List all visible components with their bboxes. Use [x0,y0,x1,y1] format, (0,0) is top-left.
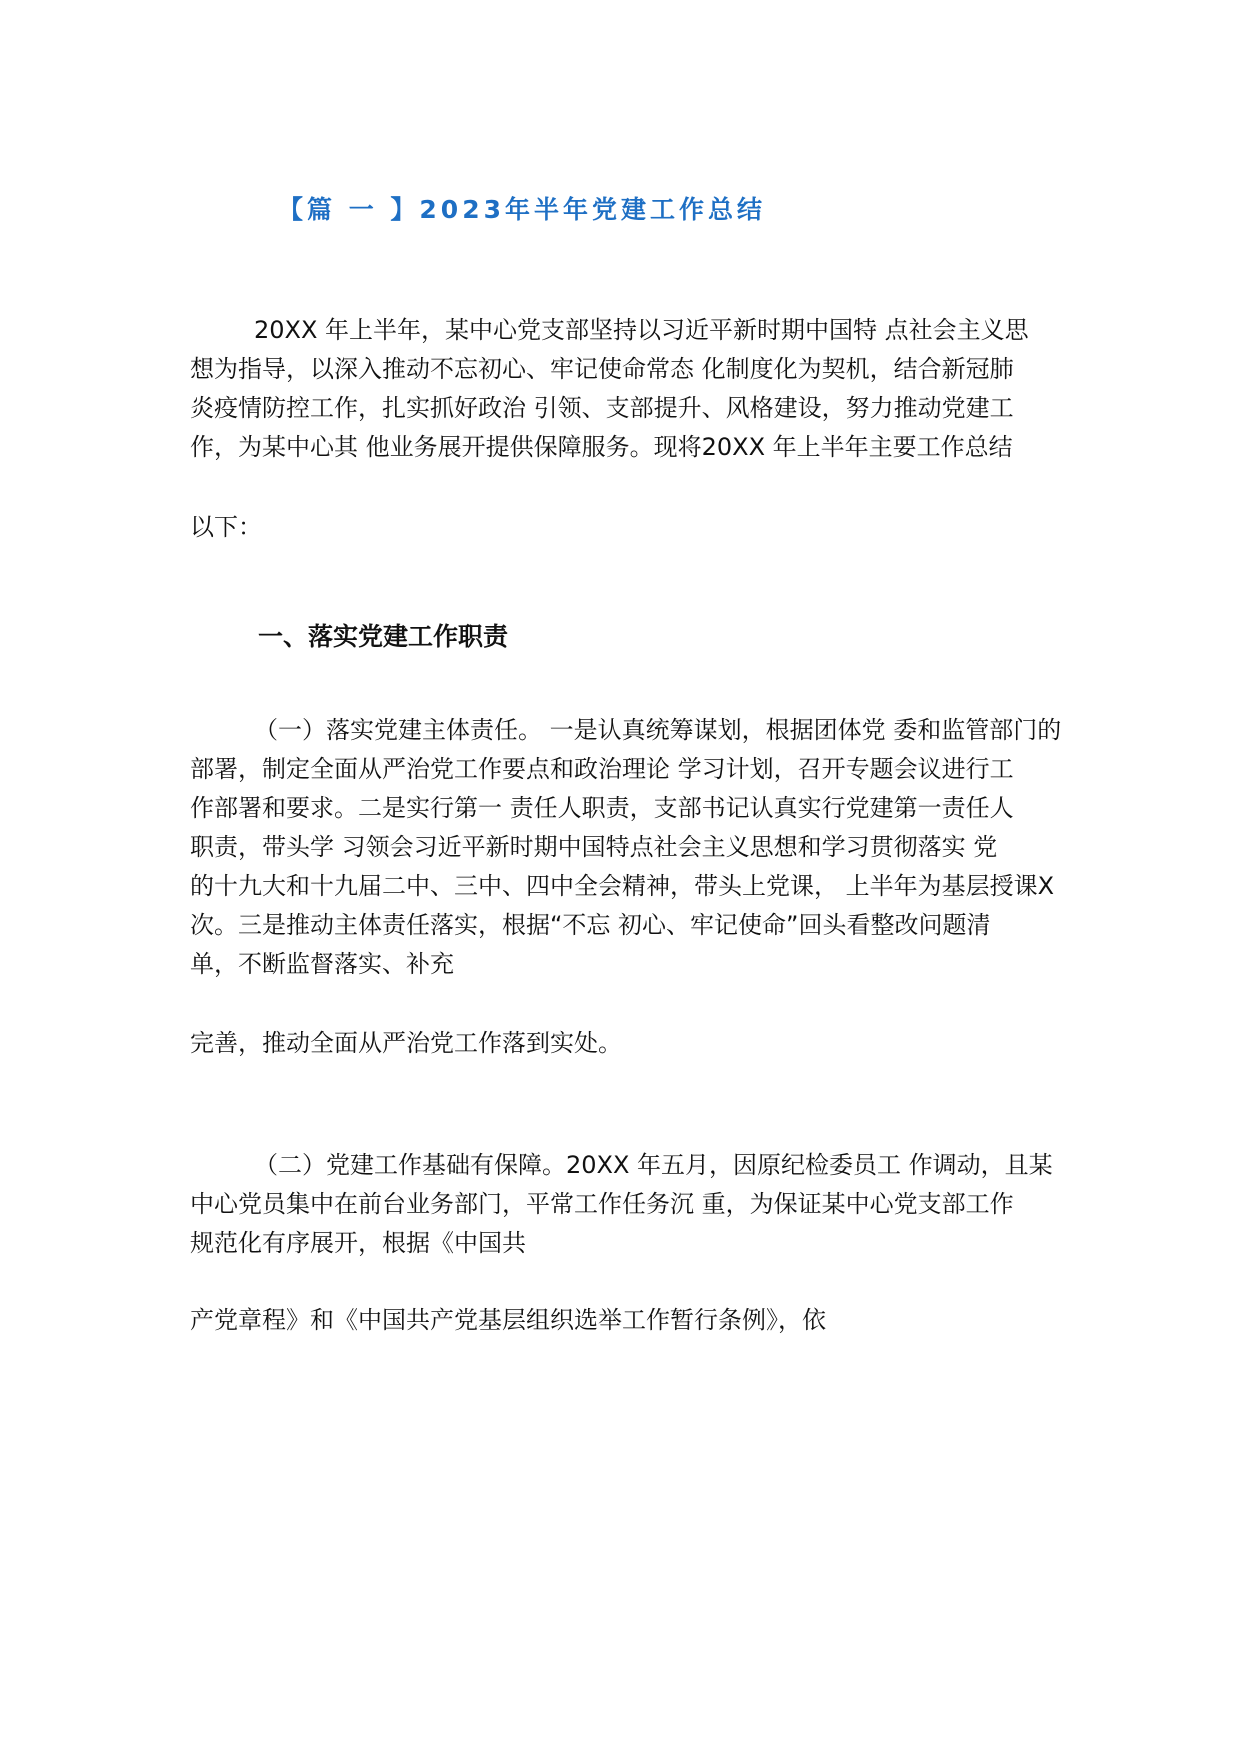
para1-line-1: （一）落实党建主体责任。 一是认真统筹谋划，根据团体党 委和监管部门的 [254,716,1062,744]
document-title: 【篇 一 】2023年半年党建工作总结 [278,195,766,224]
intro-line-4: 作，为某中心其 他业务展开提供保障服务。现将20XX 年上半年主要工作总结 [190,433,1013,461]
para1-line-4: 职责，带头学 习领会习近平新时期中国特点社会主义思想和学习贯彻落实 党 [190,833,998,861]
para1-line-8: 完善，推动全面从严治党工作落到实处。 [190,1029,622,1057]
para2-line-4: 产党章程》和《中国共产党基层组织选举工作暂行条例》，依 [190,1306,826,1334]
section-heading: 一、落实党建工作职责 [258,622,509,651]
para2-line-3: 规范化有序展开，根据《中国共 [190,1229,526,1257]
intro-line-5: 以下： [190,513,262,541]
intro-line-1: 20XX 年上半年，某中心党支部坚持以习近平新时期中国特 点社会主义思 [254,316,1029,344]
para1-line-3: 作部署和要求。二是实行第一 责任人职责，支部书记认真实行党建第一责任人 [190,794,1014,822]
para1-line-5: 的十九大和十九届二中、三中、四中全会精神，带头上党课， 上半年为基层授课X [190,872,1055,900]
para1-line-7: 单，不断监督落实、补充 [190,950,454,978]
para1-line-6: 次。三是推动主体责任落实，根据“不忘 初心、牢记使命”回头看整改问题清 [190,911,991,939]
para2-line-1: （二）党建工作基础有保障。20XX 年五月，因原纪检委员工 作调动，且某 [254,1151,1053,1179]
intro-line-2: 想为指导，以深入推动不忘初心、牢记使命常态 化制度化为契机，结合新冠肺 [190,355,1014,383]
para1-line-2: 部署，制定全面从严治党工作要点和政治理论 学习计划，召开专题会议进行工 [190,755,1014,783]
para2-line-2: 中心党员集中在前台业务部门，平常工作任务沉 重，为保证某中心党支部工作 [190,1190,1014,1218]
intro-line-3: 炎疫情防控工作，扎实抓好政治 引领、支部提升、风格建设，努力推动党建工 [190,394,1014,422]
